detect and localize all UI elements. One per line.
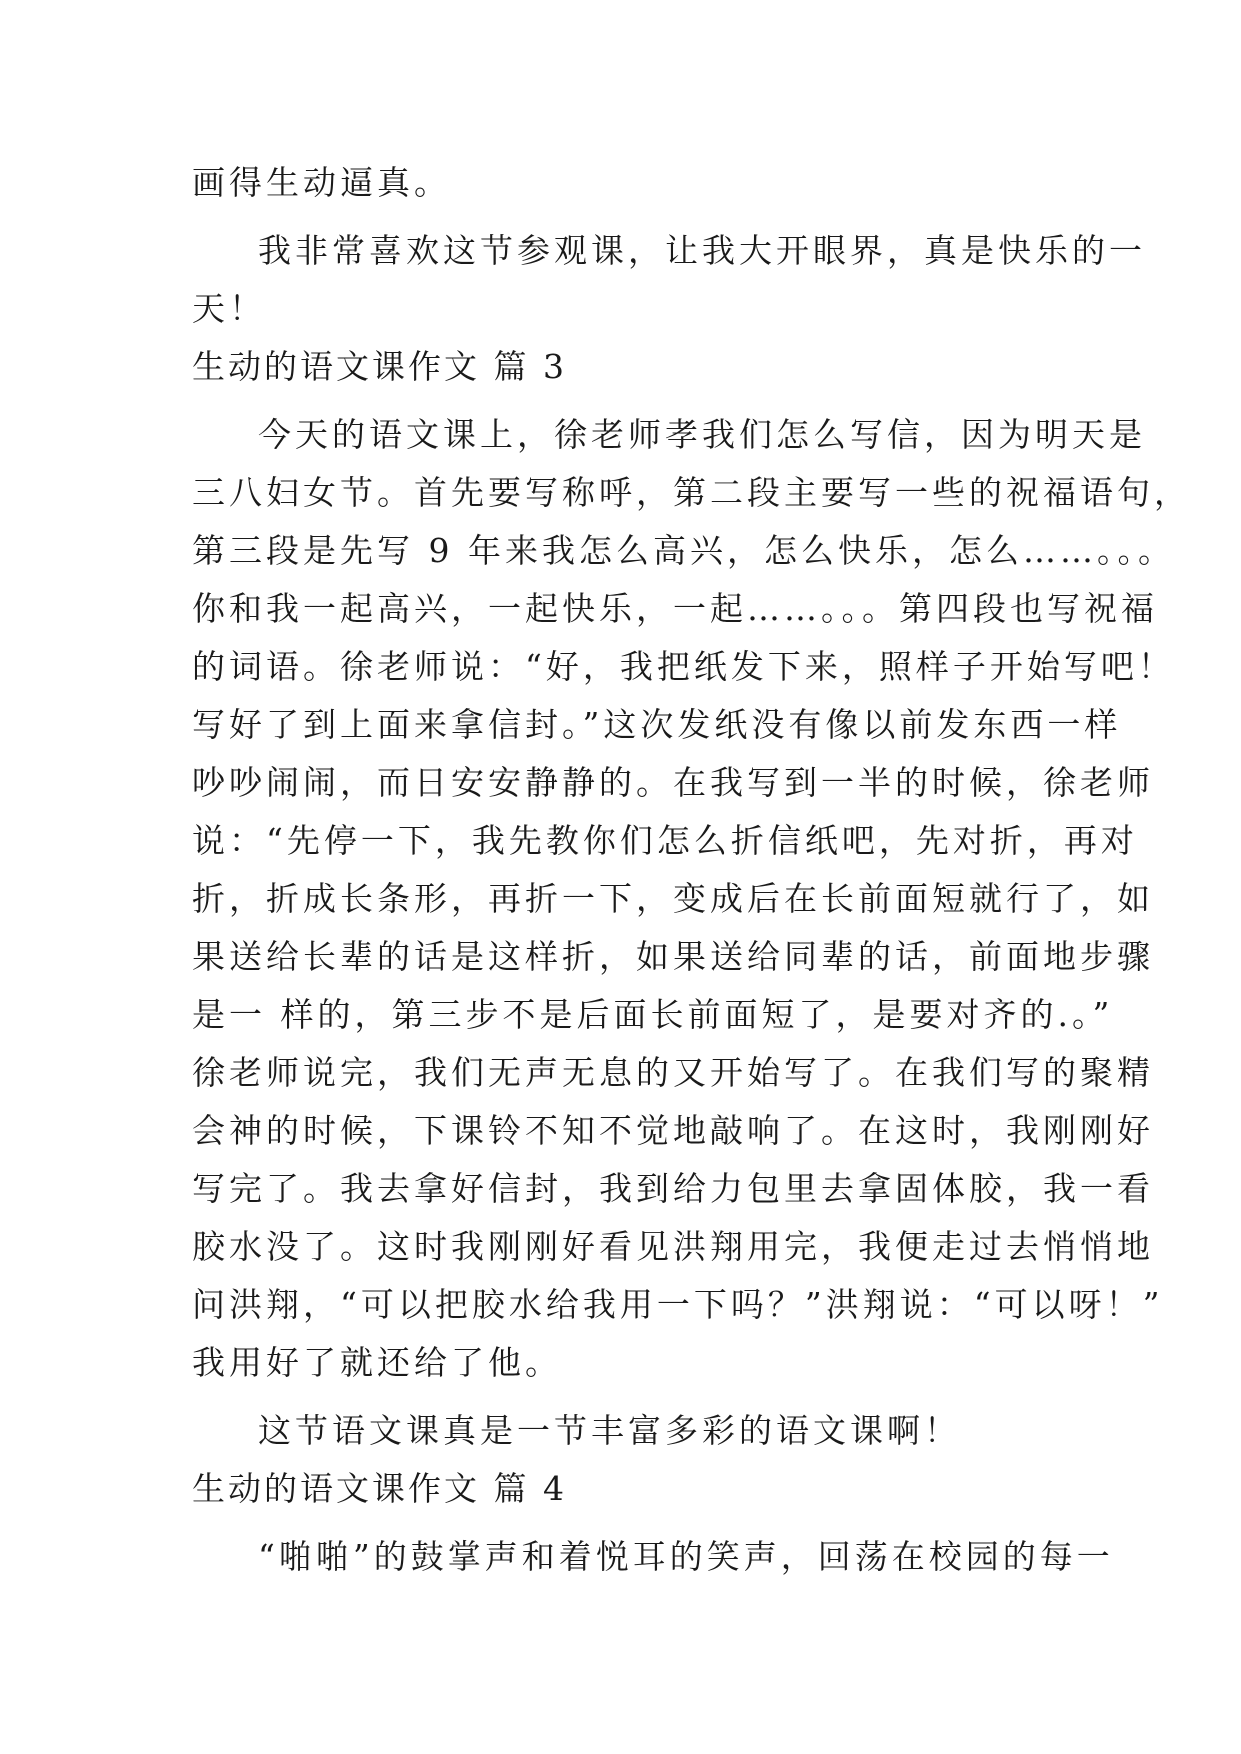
text-line: 问洪翔，“可以把胶水给我用一下吗？”洪翔说：“可以呀！”: [192, 1285, 1164, 1324]
text-line: 写好了到上面来拿信封。”这次发纸没有像以前发东西一样: [192, 705, 1122, 744]
text-line: 的词语。徐老师说：“好，我把纸发下来，照样子开始写吧！: [192, 647, 1175, 686]
document-body: [192, 154, 1191, 1586]
text-line: 会神的时候，下课铃不知不觉地敲响了。在这时，我刚刚好: [192, 1111, 1154, 1150]
paragraph: [192, 406, 1191, 1392]
paragraph: [192, 1528, 1114, 1586]
text-line: 吵吵闹闹，而日安安静静的。在我写到一半的时候，徐老师: [192, 763, 1154, 802]
text-line: 折，折成长条形，再折一下，变成后在长前面短就行了，如: [192, 879, 1154, 918]
paragraph: [192, 222, 1146, 338]
text-line: 徐老师说完，我们无声无息的又开始写了。在我们写的聚精: [192, 1053, 1154, 1092]
text-line: 说：“先停一下，我先教你们怎么折信纸吧，先对折，再对: [192, 821, 1138, 860]
text-line: 我非常喜欢这节参观课，让我大开眼界，真是快乐的一: [258, 231, 1146, 270]
text-line: 今天的语文课上，徐老师孝我们怎么写信，因为明天是: [258, 415, 1146, 454]
text-line: “啪啪”的鼓掌声和着悦耳的笑声，回荡在校园的每一: [258, 1537, 1114, 1576]
text-line: 写完了。我去拿好信封，我到给力包里去拿固体胶，我一看: [192, 1169, 1154, 1208]
section-heading-4: 生动的语文课作文 篇 4: [192, 1469, 567, 1508]
section-heading-3: 生动的语文课作文 篇 3: [192, 347, 567, 386]
text-line: 画得生动逼真。: [192, 163, 451, 202]
text-line: 这节语文课真是一节丰富多彩的语文课啊！: [258, 1411, 961, 1450]
text-line: 你和我一起高兴，一起快乐，一起……。。。第四段也写祝福: [192, 589, 1158, 628]
text-line: 三八妇女节。首先要写称呼，第二段主要写一些的祝福语句，: [192, 473, 1191, 512]
text-line: 是一 样的，第三步不是后面长前面短了，是要对齐的.。”: [192, 995, 1114, 1034]
text-line: 天！: [192, 289, 266, 328]
text-line: 胶水没了。这时我刚刚好看见洪翔用完，我便走过去悄悄地: [192, 1227, 1154, 1266]
text-line: 我用好了就还给了他。: [192, 1343, 562, 1382]
text-line: 第三段是先写 9 年来我怎么高兴，怎么快乐，怎么……。。。: [192, 531, 1175, 570]
paragraph: [192, 1402, 1052, 1460]
text-line: 果送给长辈的话是这样折，如果送给同辈的话，前面地步骤: [192, 937, 1154, 976]
